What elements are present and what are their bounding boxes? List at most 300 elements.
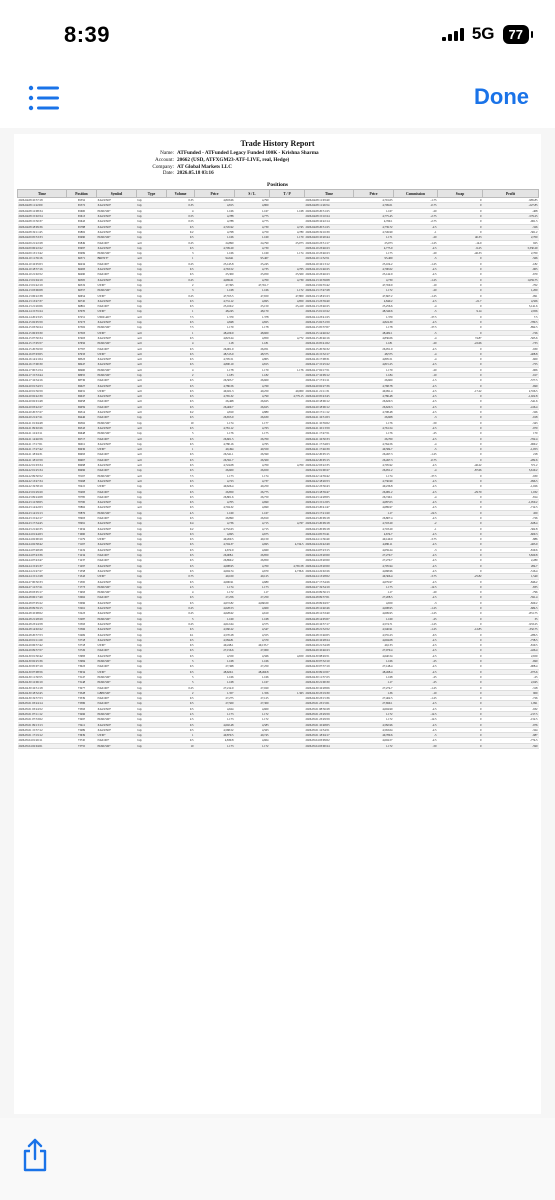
table-cell: buy	[137, 309, 167, 314]
navigation-bar	[0, 62, 555, 132]
table-cell: -2.5	[394, 425, 438, 430]
table-cell: 49,584.7	[354, 447, 394, 452]
table-cell: buy	[137, 542, 167, 547]
table-cell: 66434	[67, 261, 97, 266]
table-cell: -918	[483, 415, 539, 420]
table-cell: 0.5	[167, 494, 195, 499]
table-cell: XAUUSD+	[97, 463, 137, 468]
table-cell: 0.5	[167, 579, 195, 584]
table-cell: 2026.04.23 14:42:03	[18, 505, 67, 510]
table-cell: 65600	[67, 208, 97, 213]
table-cell: buy	[137, 441, 167, 446]
table-cell: 7.5	[483, 314, 539, 319]
table-cell: -2.5	[394, 738, 438, 743]
table-cell: 0	[438, 351, 483, 356]
table-cell: 4,850	[270, 298, 305, 303]
table-cell: 7.5	[167, 314, 195, 319]
table-cell: 3,330.29	[483, 245, 539, 250]
table-cell: -332.75	[483, 627, 539, 632]
table-cell: 26,890	[195, 516, 235, 521]
table-cell: 2026.04.23 12:38:05	[18, 500, 67, 505]
table-cell: -152.5	[483, 717, 539, 722]
table-cell: 26,620.3	[354, 404, 394, 409]
table-cell: 450	[483, 510, 539, 515]
share-icon[interactable]	[22, 1138, 48, 1172]
table-cell: 2026.04.23 14:28:05	[305, 494, 354, 499]
table-cell: 4,696.91	[195, 579, 235, 584]
table-cell: EURUSD+	[97, 372, 137, 377]
table-cell: -9.25	[438, 245, 483, 250]
table-cell: -25	[394, 680, 438, 685]
table-cell: 0	[438, 452, 483, 457]
table-cell: buy	[137, 553, 167, 558]
table-cell: -2.5	[394, 558, 438, 563]
table-cell: 1.176	[195, 431, 235, 436]
table-cell: buy	[137, 267, 167, 272]
table-cell: 2026.05.01 17:19:12	[18, 733, 67, 738]
table-cell: 1.166	[235, 659, 270, 664]
table-cell: NAS100+	[97, 272, 137, 277]
table-cell: BRENT+	[97, 256, 137, 261]
table-cell: 0.5	[167, 648, 195, 653]
table-cell: 2026.04.27 00:50:33	[18, 579, 67, 584]
table-cell: -10	[394, 282, 438, 287]
table-cell: 4,718.29	[354, 526, 394, 531]
table-cell: sell	[137, 351, 167, 356]
table-cell: XAUUSD+	[97, 203, 137, 208]
table-cell: NAS100+	[97, 494, 137, 499]
table-cell: -600	[483, 357, 539, 362]
table-cell: -774.5	[483, 738, 539, 743]
table-cell: 1.36	[354, 690, 394, 695]
table-cell: 4,659.24	[354, 547, 394, 552]
table-cell: -2.5	[394, 553, 438, 558]
table-cell: -670	[483, 272, 539, 277]
table-cell: 2026.04.08 18:09:36	[18, 224, 67, 229]
table-cell: 0	[438, 478, 483, 483]
table-cell: XAUUSD+	[97, 425, 137, 430]
table-cell: NAS100+	[97, 304, 137, 309]
table-cell: 2026.04.10 21:02:52	[18, 272, 67, 277]
table-cell: buy	[137, 245, 167, 250]
table-cell: 0	[438, 521, 483, 526]
table-cell: 0.5	[167, 558, 195, 563]
table-cell: 4,566	[235, 653, 270, 658]
table-cell: 0.5	[167, 537, 195, 542]
table-cell: -2.5	[394, 563, 438, 568]
table-cell: 2026.04.29 01:11:29	[18, 637, 67, 642]
table-cell: -2.5	[394, 664, 438, 669]
table-cell: buy	[137, 701, 167, 706]
table-cell: 72366	[67, 627, 97, 632]
table-cell: 4,800.19	[195, 362, 235, 367]
column-header: Price	[195, 190, 235, 198]
table-cell: 4,695	[235, 542, 270, 547]
table-cell: -46.33	[438, 251, 483, 256]
table-cell: 1	[167, 733, 195, 738]
table-cell: 2026.04.29 16:57:17	[305, 621, 354, 626]
table-cell: 49,494	[195, 447, 235, 452]
table-cell: -1.25	[394, 696, 438, 701]
table-cell: 2026.04.29 06:57:42	[18, 643, 67, 648]
table-cell: 2026.04.24 11:36:49	[305, 537, 354, 542]
table-cell: -1.25	[394, 627, 438, 632]
table-cell: sell	[137, 341, 167, 346]
table-cell: 26,001.9	[195, 346, 235, 351]
table-cell: 2026.04.23 20:09:18	[305, 521, 354, 526]
table-cell: 2026.04.24 05:35:41	[305, 531, 354, 536]
table-cell: 4,686.11	[354, 542, 394, 547]
table-cell: 2026.04.13 18:45:23	[305, 293, 354, 298]
table-cell: 2026.04.15 14:46:22	[305, 330, 354, 335]
table-cell: 1.176	[354, 420, 394, 425]
table-cell: 47,395	[195, 282, 235, 287]
table-cell: 0	[438, 404, 483, 409]
table-cell: 1.167	[235, 680, 270, 685]
table-cell: 0.75	[167, 574, 195, 579]
table-cell: buy	[137, 219, 167, 224]
table-cell: 0	[438, 357, 483, 362]
document-viewer[interactable]	[0, 128, 555, 1118]
table-cell: buy	[137, 277, 167, 282]
table-cell: -2.5	[394, 399, 438, 404]
table-cell: EURUSD+	[97, 208, 137, 213]
table-cell: 0.5	[167, 484, 195, 489]
table-cell: 0.5	[167, 553, 195, 558]
table-cell: 69031	[67, 388, 97, 393]
table-cell: 2026.04.23 20:09:18	[305, 526, 354, 531]
table-cell: -892.5	[483, 325, 539, 330]
table-cell: 2026.04.24 13:28:02	[305, 574, 354, 579]
table-cell: 70268	[67, 478, 97, 483]
table-cell: 70415	[67, 484, 97, 489]
table-cell: 284.7	[483, 563, 539, 568]
table-cell: XAUUSD+	[97, 606, 137, 611]
table-cell: 49,125	[235, 574, 270, 579]
table-cell: -2	[394, 521, 438, 526]
table-cell: 1.175	[354, 584, 394, 589]
table-cell: EURUSD+	[97, 288, 137, 293]
table-cell: 4,660	[235, 547, 270, 552]
table-cell: 1.178	[235, 325, 270, 330]
table-cell: XAUUSD+	[97, 362, 137, 367]
table-cell: 25,300	[195, 272, 235, 277]
table-cell: 4,731.12	[195, 298, 235, 303]
table-cell: 27,368	[195, 664, 235, 669]
table-cell: 0	[438, 563, 483, 568]
table-cell: 2026.04.21 21:11:31	[305, 388, 354, 393]
table-cell: 571.2	[483, 463, 539, 468]
table-cell: 1.169	[235, 251, 270, 256]
table-cell: 2026.04.08 19:16:39	[305, 229, 354, 234]
table-cell: 2026.04.23 15:12:05	[305, 500, 354, 505]
table-cell: EURUSD+	[97, 431, 137, 436]
table-cell: -5	[394, 330, 438, 335]
table-cell: 0.5	[167, 547, 195, 552]
table-cell: 26,850	[195, 489, 235, 494]
table-cell: 2026.04.20 02:27:36	[305, 383, 354, 388]
table-cell: 26,951.2	[354, 468, 394, 473]
table-cell: -1.25	[394, 293, 438, 298]
table-cell: 4,763.52	[195, 267, 235, 272]
meta-label: Date:	[162, 170, 174, 177]
table-cell: XAUUSD+	[97, 229, 137, 234]
table-cell: 27,250	[235, 595, 270, 600]
table-cell: sell	[137, 388, 167, 393]
table-cell: 69059	[67, 404, 97, 409]
table-cell: 2026.04.28 21:28:29	[18, 616, 67, 621]
table-cell: 2026.04.30 16:31:18	[18, 685, 67, 690]
table-cell: 47,800	[270, 293, 305, 298]
table-cell: 4,815	[195, 203, 235, 208]
table-cell: 2026.04.13 23:39:40	[305, 298, 354, 303]
table-cell: 4,690	[235, 505, 270, 510]
column-header: Commission	[394, 190, 438, 198]
table-cell: 67656	[67, 341, 97, 346]
table-cell: 2026.04.29 10:46:23	[305, 648, 354, 653]
table-cell: 2026.04.23 09:24:08	[18, 494, 67, 499]
table-cell: buy	[137, 251, 167, 256]
table-cell: buy	[137, 547, 167, 552]
table-cell: 0.5	[167, 298, 195, 303]
table-cell: 2.5	[167, 584, 195, 589]
table-cell: EURUSD+	[97, 420, 137, 425]
table-cell: 2026.04.08 11:22:09	[18, 203, 67, 208]
table-cell: 26,600	[195, 468, 235, 473]
table-cell: XAUUSD+	[97, 579, 137, 584]
table-cell: 26,807.4	[354, 516, 394, 521]
table-cell: XAUUSD+	[97, 394, 137, 399]
table-cell: 27,500	[195, 701, 235, 706]
table-cell: -814	[483, 494, 539, 499]
table-cell: buy	[137, 643, 167, 648]
table-cell: 2026.04.17 16:09:12	[305, 372, 354, 377]
table-cell: 2026.04.13 13:47:37	[18, 298, 67, 303]
list-icon[interactable]	[28, 84, 60, 112]
table-cell: -324	[483, 727, 539, 732]
table-cell: -286.5	[483, 632, 539, 637]
table-cell: 2026.04.14 20:23:25	[18, 314, 67, 319]
table-cell: 2026.05.01 15:57:12	[18, 727, 67, 732]
table-cell: 0	[438, 616, 483, 621]
table-cell: 1.166	[195, 251, 235, 256]
table-cell: 0	[438, 510, 483, 515]
table-cell: 2026.04.24 07:48:28	[18, 547, 67, 552]
table-cell: -1,053	[483, 447, 539, 452]
table-cell: 25,500	[270, 272, 305, 277]
table-cell: 0	[438, 325, 483, 330]
table-cell: 2,956	[483, 309, 539, 314]
table-cell: 2026.04.08 15:10:24	[305, 214, 354, 219]
table-cell: 72983	[67, 653, 97, 658]
table-cell: 26,620.3	[354, 399, 394, 404]
table-cell: 2026.04.30 01:30:42	[18, 653, 67, 658]
table-cell: 2026.04.28 10:08:02	[18, 611, 67, 616]
table-cell: -17.22	[438, 388, 483, 393]
table-cell: 0	[438, 282, 483, 287]
table-cell: 0.5	[167, 388, 195, 393]
table-cell: 2026.05.01 07:33:02	[18, 717, 67, 722]
table-cell: 0	[438, 696, 483, 701]
table-cell: 0.5	[167, 637, 195, 642]
table-cell: -20	[394, 288, 438, 293]
table-cell: NAS100+	[97, 738, 137, 743]
table-cell: 2026.04.15 20:59:50	[18, 346, 67, 351]
table-cell: 49,133.7	[235, 643, 270, 648]
table-cell: 4,704.32	[195, 505, 235, 510]
table-cell: buy	[137, 510, 167, 515]
column-header: S / L	[235, 190, 270, 198]
table-cell: 2026.04.30 07:37:19	[305, 664, 354, 669]
table-cell: 1,659.75	[483, 277, 539, 282]
table-cell: 170	[483, 431, 539, 436]
table-cell: 0	[438, 272, 483, 277]
table-cell: -14.9	[438, 240, 483, 245]
table-cell: 1.166	[195, 208, 235, 213]
table-cell: EURUSD+	[97, 584, 137, 589]
table-cell: 0	[438, 219, 483, 224]
table-cell: 67303	[67, 330, 97, 335]
table-cell: XAUUSD+	[97, 267, 137, 272]
table-cell: -829.2	[483, 600, 539, 605]
table-cell: 1.172	[235, 743, 270, 748]
table-cell: 27,148.4	[354, 664, 394, 669]
table-cell: 66483	[67, 267, 97, 272]
table-cell: 4,805	[235, 357, 270, 362]
table-cell: 4,730	[235, 245, 270, 250]
table-cell: -566	[483, 256, 539, 261]
table-cell: XAUUSD+	[97, 531, 137, 536]
table-cell: 2026.04.28 14:02:22	[18, 627, 67, 632]
table-cell: 2026.04.23 01:29:29	[18, 489, 67, 494]
table-cell: 0.5	[167, 542, 195, 547]
table-cell: 1.379	[354, 314, 394, 319]
table-cell: 2026.04.22 18:26:53	[305, 478, 354, 483]
table-cell: -20	[394, 251, 438, 256]
table-cell: 2026.04.20 03:42:27	[18, 404, 67, 409]
table-cell: 69967	[67, 457, 97, 462]
table-cell: 72062	[67, 595, 97, 600]
table-cell: 69911	[67, 441, 97, 446]
table-cell: 1.175	[235, 431, 270, 436]
table-cell: 0.5	[167, 653, 195, 658]
table-cell: XAUUSD+	[97, 621, 137, 626]
table-cell: 26,500	[235, 457, 270, 462]
table-cell: 26,503.7	[195, 378, 235, 383]
table-cell: 27,274.7	[354, 685, 394, 690]
done-button[interactable]: Done	[474, 84, 529, 109]
table-cell: 2026.04.15 01:10:22	[305, 309, 354, 314]
table-cell: buy	[137, 637, 167, 642]
table-cell: US30+	[97, 351, 137, 356]
table-cell: 4,560.22	[195, 627, 235, 632]
table-cell: 2026.04.08 15:02:54	[18, 214, 67, 219]
table-cell: 0.25	[167, 240, 195, 245]
table-cell: 2026.04.21 17:27:42	[18, 447, 67, 452]
table-cell: 0	[438, 304, 483, 309]
table-cell: -2.5	[394, 394, 438, 399]
table-cell: 2026.05.01 18:04:17	[305, 733, 354, 738]
table-cell: 0.5	[167, 441, 195, 446]
table-cell: 72393	[67, 621, 97, 626]
table-cell: 2026.04.09 13:13:42	[18, 251, 67, 256]
table-cell: 2026.05.04 02:04:01	[18, 743, 67, 748]
table-cell: 2026.04.24 01:44:03	[18, 531, 67, 536]
table-cell: 2026.04.13 06:22:38	[18, 293, 67, 298]
table-cell: XAUUSD+	[97, 637, 137, 642]
table-cell: sell	[137, 357, 167, 362]
table-cell: -987	[483, 733, 539, 738]
table-cell: 69314	[67, 410, 97, 415]
table-cell: 4,823.24	[195, 335, 235, 340]
table-cell: US30+	[97, 669, 137, 674]
table-cell: 2026.04.30 18:32:45	[18, 690, 67, 695]
table-cell: 4	[167, 590, 195, 595]
table-cell: buy	[137, 727, 167, 732]
table-cell: -1.75	[394, 198, 438, 203]
table-cell: 27,300	[235, 701, 270, 706]
table-cell: 4,824.39	[354, 320, 394, 325]
table-cell: 26,981.2	[354, 489, 394, 494]
table-cell: 4,788	[195, 219, 235, 224]
table-cell: 4,659	[354, 600, 394, 605]
table-cell: -3	[394, 547, 438, 552]
table-cell: 4,780	[270, 229, 305, 234]
table-cell: -1.25	[394, 606, 438, 611]
column-header: Time	[305, 190, 354, 198]
meta-label: Name:	[160, 150, 174, 156]
table-cell: 4,700	[235, 463, 270, 468]
table-cell: 0	[438, 653, 483, 658]
table-cell: 4,705	[195, 500, 235, 505]
table-cell: 71297	[67, 563, 97, 568]
table-cell: 0.2	[167, 229, 195, 234]
table-cell: 2026.04.08 16:22:14	[305, 219, 354, 224]
table-cell: 4,640.54	[354, 653, 394, 658]
table-cell: NAS100+	[97, 701, 137, 706]
table-cell: 68447	[67, 362, 97, 367]
table-cell: 4,612.64	[195, 621, 235, 626]
table-cell: 0.5	[167, 383, 195, 388]
table-cell: -25	[394, 616, 438, 621]
table-cell: 70167	[67, 473, 97, 478]
table-cell: 2026.04.23 17:34:45	[18, 521, 67, 526]
table-cell: 2026.04.08 19:11:45	[18, 229, 67, 234]
table-cell: XAUUSD+	[97, 357, 137, 362]
table-cell: 49,745	[235, 733, 270, 738]
table-cell: 1.166	[354, 659, 394, 664]
section-title: Positions	[266, 182, 289, 189]
table-cell: 1	[167, 330, 195, 335]
table-cell: 2026.04.23 20:41:47	[305, 505, 354, 510]
table-cell: 1.183	[195, 372, 235, 377]
table-cell: 26,601.5	[195, 436, 235, 441]
table-cell: NAS100+	[97, 595, 137, 600]
table-cell: -3	[394, 415, 438, 420]
table-cell: -3.75	[394, 574, 438, 579]
table-cell: 49,250	[235, 484, 270, 489]
table-cell: 24,790	[235, 240, 270, 245]
table-cell: buy	[137, 261, 167, 266]
table-cell: 0.25	[167, 611, 195, 616]
table-cell: 71234	[67, 553, 97, 558]
table-cell: 0	[438, 526, 483, 531]
table-cell: 49,870.5	[195, 733, 235, 738]
table-cell: buy	[137, 659, 167, 664]
table-cell: 26,591.7	[195, 457, 235, 462]
table-cell: 1,200	[483, 288, 539, 293]
table-cell: 2026.04.10 23:46:23	[305, 245, 354, 250]
